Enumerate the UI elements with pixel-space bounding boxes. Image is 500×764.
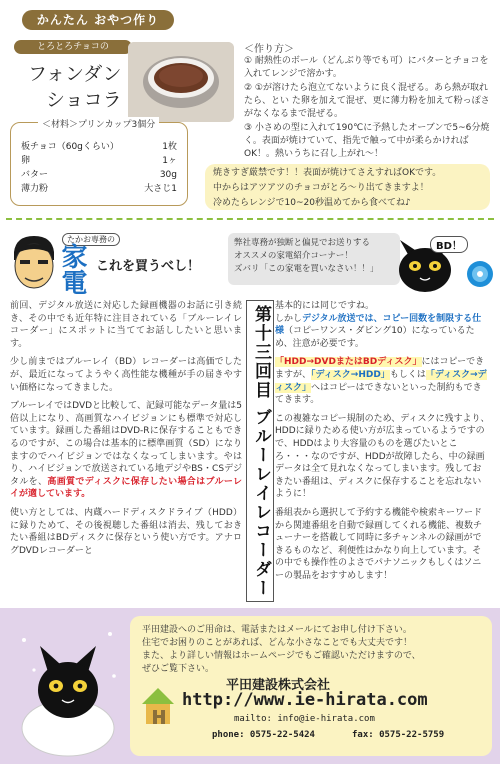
contact-intro-line: 平田建設へのご用命は、電話またはメールにてお申し付け下さい。 — [142, 625, 412, 635]
fondant-cup-illustration — [128, 42, 234, 122]
company-fax: fax: 0575-22-5759 — [352, 730, 445, 740]
house-logo-icon — [140, 686, 176, 726]
article-paragraph: 番組表から選択して予約する機能や検索キーワードから関連番組を自動で録画してくれる機能、複数チューナーを搭載して同時に多チャンネルの録画ができるものなど、利便性はかなり向上しています。その中でも操作性のよさでパナソニックもしくはソニーの製品をおすすめします！ — [275, 507, 483, 581]
company-url-link[interactable]: http://www.ie-hirata.com — [182, 690, 428, 710]
tip-line: 中からはアツアツのチョコがとろ～り出てきますよ！ — [213, 183, 429, 193]
snow-cat-icon — [14, 620, 122, 758]
recipe-tip-box — [205, 164, 490, 210]
recipe-step: ① 耐熱性のボール（どんぶり等でも可）にバターとチョコを入れてレンジで溶かす。 — [244, 56, 489, 79]
tip-line: 焼きすぎ厳禁です！！表面が焼けてさえすればOKです。 — [213, 168, 442, 178]
materials-box — [10, 122, 188, 206]
recipe-title-line1: フォンダン — [28, 63, 122, 85]
recipe-step: ② ①が溶けたら泡立てないように良く混ぜる。あら熱が取れたら、とい た卵を加えて混ぜ、更に薄力粉を加えて粉っぽさがなくなるまで混ぜる。 — [244, 83, 490, 119]
article-paragraph: 「HDD→DVDまたはBDディスク」にはコピーできますが、「ディスク→HDD」もしくは「ディスク→ディスク」へはコピーはできないといった制約もできてきます。 — [275, 357, 487, 406]
contact-intro-line: ぜひご覧下さい。 — [142, 664, 215, 674]
article-paragraph: 少し前まではブルーレイ（BD）レコーダーは高価でしたが、最近になってようやく高性能な機種が手の届きやすい価格になってきました。 — [10, 357, 242, 393]
appliance-title-rest: これを買うべし！ — [96, 259, 201, 274]
highlight-red: 高画質でディスクに保存したい場合はブルーレイが適しています。 — [10, 476, 242, 500]
recipe-header: かんたん おやつ作り — [22, 10, 174, 30]
highlight-blue: 「ディスク→HDD」 — [311, 369, 390, 380]
material-row: 板チョコ（60gくらい） 1枚 — [21, 142, 177, 152]
appliance-title-kanji: 家電 — [57, 243, 87, 295]
section-divider — [6, 218, 494, 220]
highlight-blue: デジタル放送では、コピー回数を制限する仕様 — [275, 313, 482, 337]
company-mail-link[interactable]: mailto: info@ie-hirata.com — [234, 714, 375, 724]
material-row: 卵 1ヶ — [21, 156, 177, 166]
recipe-subtitle: とろとろチョコの — [14, 40, 132, 54]
article-paragraph: この複雑なコピー規制のため、ディスクに残すより、HDDに録りためる使い方が広まっているようですので、HDDはより大容量のものを選びたいところ・・・なのですが、HDDが故障したら、中の録画データは全て見れなくなってしまいます。残しておきたい番組は、ディスクに保存することを忘れないように！ — [275, 413, 490, 500]
vertical-series-title: 第十三回目 ブルーレイレコーダー — [246, 300, 274, 602]
contact-intro-line: また、より詳しい情報はホームページでもご確認いただけますので、 — [142, 651, 421, 661]
article-paragraph: 使い方としては、内蔵ハードディスクドライブ（HDD）に録りためて、その後視聴した番組は消去、残しておきたい番組はBDディスクに保存という使い方です。アナログDVDレコーダーと — [10, 507, 242, 556]
material-row: 薄力粉 大さじ1 — [21, 184, 177, 194]
highlight-blue: 「ディスク→ディスク」 — [275, 369, 487, 393]
director-face-icon — [8, 232, 60, 296]
tip-line: 冷めたらレンジで10~20秒温めてから食べてね♪ — [213, 198, 411, 208]
bd-speech-bubble: BD！ — [430, 236, 468, 253]
contact-intro-line: 住宅でお困りのことがあれば、どんな小さなことでも大丈夫です！ — [142, 638, 413, 648]
appliance-caption — [228, 233, 400, 285]
highlight-red: 「HDD→DVDまたはBDディスク」 — [275, 357, 422, 368]
company-name: 平田建設株式会社 — [226, 678, 331, 693]
article-right-column — [275, 300, 490, 582]
material-row: バター 30g — [21, 170, 177, 180]
appliance-bubble: たかお専務の — [62, 233, 120, 246]
recipe-step: ③ 小さめの型に入れて190℃に予熱したオーブンで5~6分焼く。表面が焼けていて、指先で触って中が柔らかければOK！。熱いうちに召し上がれ～！ — [244, 123, 490, 159]
article-paragraph: ブルーレイではDVDと比較して、記録可能なデータ量は5倍以上になり、高画質なハイビジョンにも標準で対応しています。録画した番組はDVD-Rに保存することもできるのですが、この場合は基本的に標準画質（SD）になりますのでハイビジョンではなくなってしまいます。やはり、ハイビジョンで放送されている地デジやBS・CSデジタルを、高画質でディスクに保存したい場合はブルーレイが適しています。 — [10, 401, 242, 500]
article-left-column — [10, 300, 242, 557]
article-paragraph: 基本的には同じですね。 しかしデジタル放送では、コピー回数を制限する仕様（コピーワンス・ダビング10）になっているため、注意が必要です。 — [275, 301, 482, 349]
article-paragraph: 前回、デジタル放送に対応した録画機器のお話に引き続き、その中でも近年特に注目されている「ブルーレイレコーダー」にスポットに当ててお話ししたいと思います。 — [10, 301, 242, 349]
fondant-photo — [128, 42, 234, 122]
caption-line: オススメの家電紹介コーナー！ — [234, 251, 353, 261]
steps-title: ＜作り方＞ — [244, 44, 294, 55]
caption-line: 弊社専務が独断と偏見でお送りする — [234, 238, 371, 248]
recipe-title-line2: ショコラ — [46, 89, 122, 111]
materials-title: ＜材料＞プリンカップ3個分 — [38, 117, 159, 130]
caption-line: ズバリ「この家電を買いなさい！！」 — [234, 264, 379, 274]
company-phone: phone: 0575-22-5424 — [212, 730, 315, 740]
contact-box — [130, 616, 492, 756]
